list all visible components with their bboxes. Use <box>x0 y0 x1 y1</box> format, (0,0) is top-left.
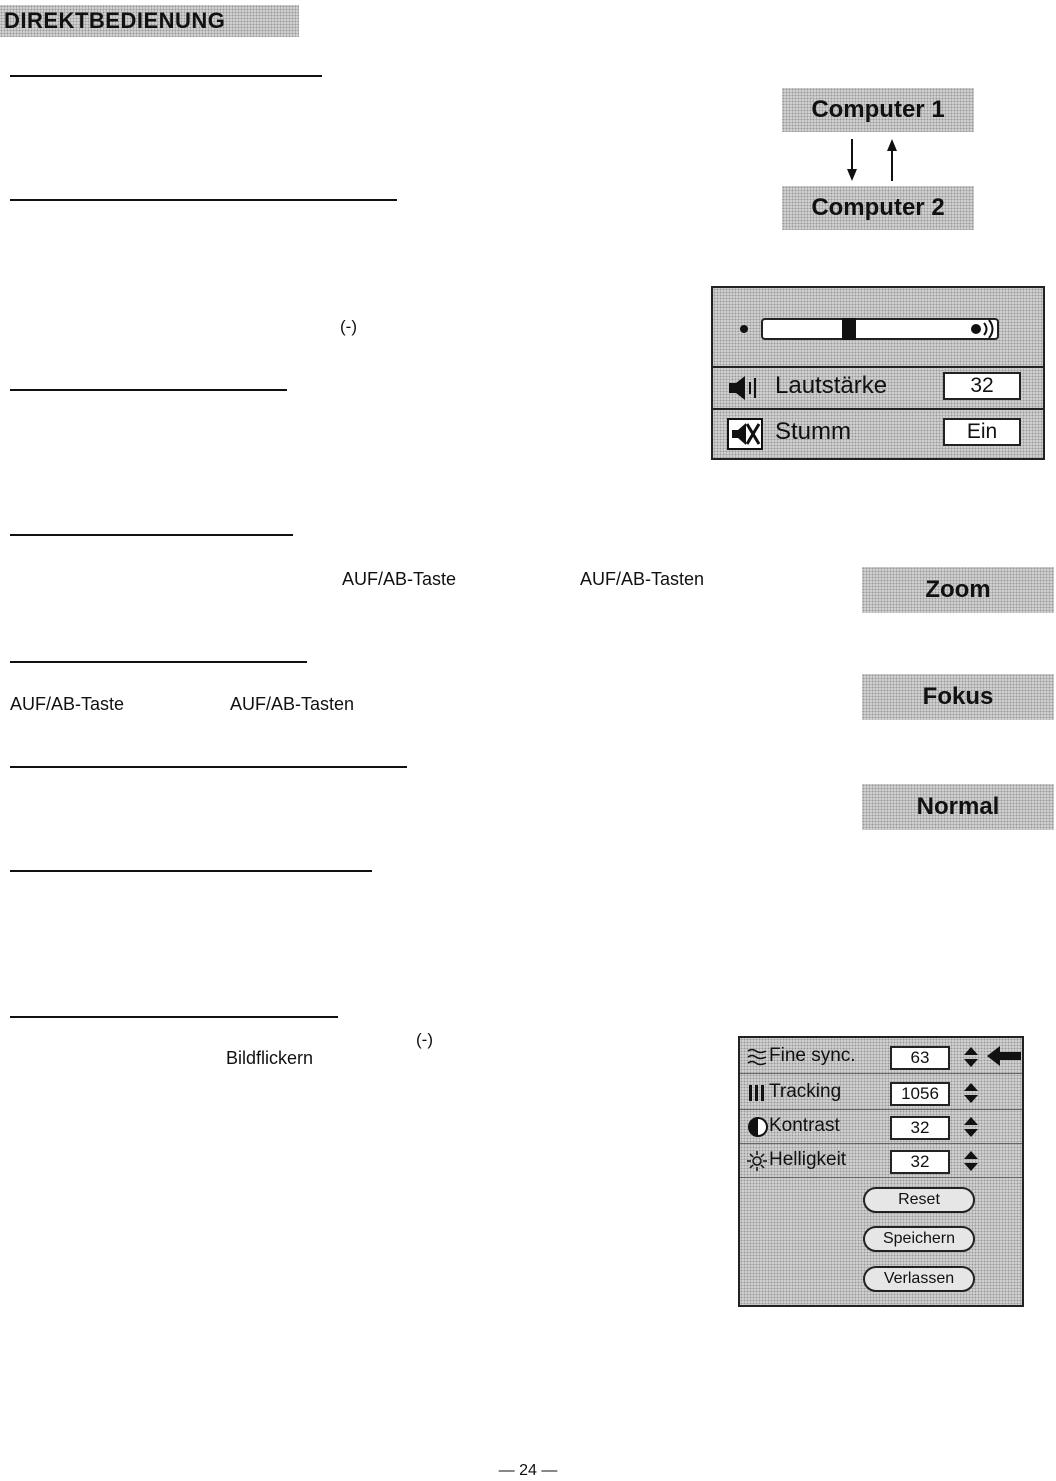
normal-tag: Normal <box>862 784 1054 830</box>
adjust-panel <box>738 1036 1024 1307</box>
volume-slider-knob[interactable] <box>842 318 856 340</box>
section-rule <box>10 661 307 663</box>
mute-icon <box>727 418 763 450</box>
minus-sign: (-) <box>340 317 357 336</box>
brightness-icon <box>746 1150 768 1172</box>
key-label: AUF/AB-Tasten <box>580 569 705 589</box>
section-rule <box>10 75 322 77</box>
brightness-label: Helligkeit <box>769 1149 847 1170</box>
contrast-value: 32 <box>890 1116 950 1140</box>
reset-button[interactable]: Reset <box>863 1187 975 1213</box>
key-label: AUF/AB-Taste <box>10 694 125 714</box>
fine-sync-value: 63 <box>890 1046 950 1070</box>
minus-sign: (-) <box>416 1030 433 1049</box>
tracking-row[interactable] <box>740 1076 1022 1110</box>
page-title: DIREKTBEDIENUNG <box>0 5 299 37</box>
volume-row[interactable] <box>713 366 1043 410</box>
section-rule <box>10 389 287 391</box>
section-rule <box>10 199 397 201</box>
section-rule <box>10 870 372 872</box>
mute-value: Ein <box>943 418 1021 446</box>
section-rule <box>10 534 293 536</box>
fine-sync-label: Fine sync. <box>769 1045 856 1066</box>
speaker-icon <box>727 374 763 402</box>
volume-slider[interactable] <box>761 318 999 340</box>
section-rule <box>10 1016 338 1018</box>
exit-button[interactable]: Verlassen <box>863 1266 975 1292</box>
focus-tag: Fokus <box>862 674 1054 720</box>
volume-value: 32 <box>943 372 1021 400</box>
volume-high-icon <box>967 318 999 340</box>
computer-1-box: Computer 1 <box>782 88 974 132</box>
save-button[interactable]: Speichern <box>863 1226 975 1252</box>
contrast-icon <box>747 1116 769 1138</box>
key-label: AUF/AB-Taste <box>342 569 457 589</box>
volume-panel <box>711 286 1045 460</box>
mute-row[interactable] <box>713 412 1043 456</box>
section-rule <box>10 766 407 768</box>
left-arrow-icon <box>986 1044 1022 1068</box>
volume-low-icon <box>737 322 751 336</box>
switch-arrows-icon <box>836 135 906 185</box>
tracking-label: Tracking <box>769 1081 842 1102</box>
zoom-tag: Zoom <box>862 567 1054 613</box>
tracking-icon <box>747 1083 767 1103</box>
fine-sync-row[interactable] <box>740 1040 1022 1074</box>
up-down-icon[interactable] <box>962 1046 980 1068</box>
fine-sync-icon <box>747 1047 767 1067</box>
page-number: — 24 — <box>498 1462 558 1479</box>
brightness-value: 32 <box>890 1150 950 1174</box>
up-down-icon[interactable] <box>962 1116 980 1138</box>
computer-2-box: Computer 2 <box>782 186 974 230</box>
key-label: AUF/AB-Tasten <box>230 694 355 714</box>
volume-label: Lautstärke <box>775 372 888 399</box>
flicker-label: Bildflickern <box>226 1048 314 1068</box>
contrast-label: Kontrast <box>769 1115 840 1136</box>
mute-label: Stumm <box>775 418 852 445</box>
tracking-value: 1056 <box>890 1082 950 1106</box>
volume-slider-row <box>713 288 1043 368</box>
brightness-row[interactable] <box>740 1144 1022 1178</box>
up-down-icon[interactable] <box>962 1150 980 1172</box>
contrast-row[interactable] <box>740 1110 1022 1144</box>
up-down-icon[interactable] <box>962 1082 980 1104</box>
